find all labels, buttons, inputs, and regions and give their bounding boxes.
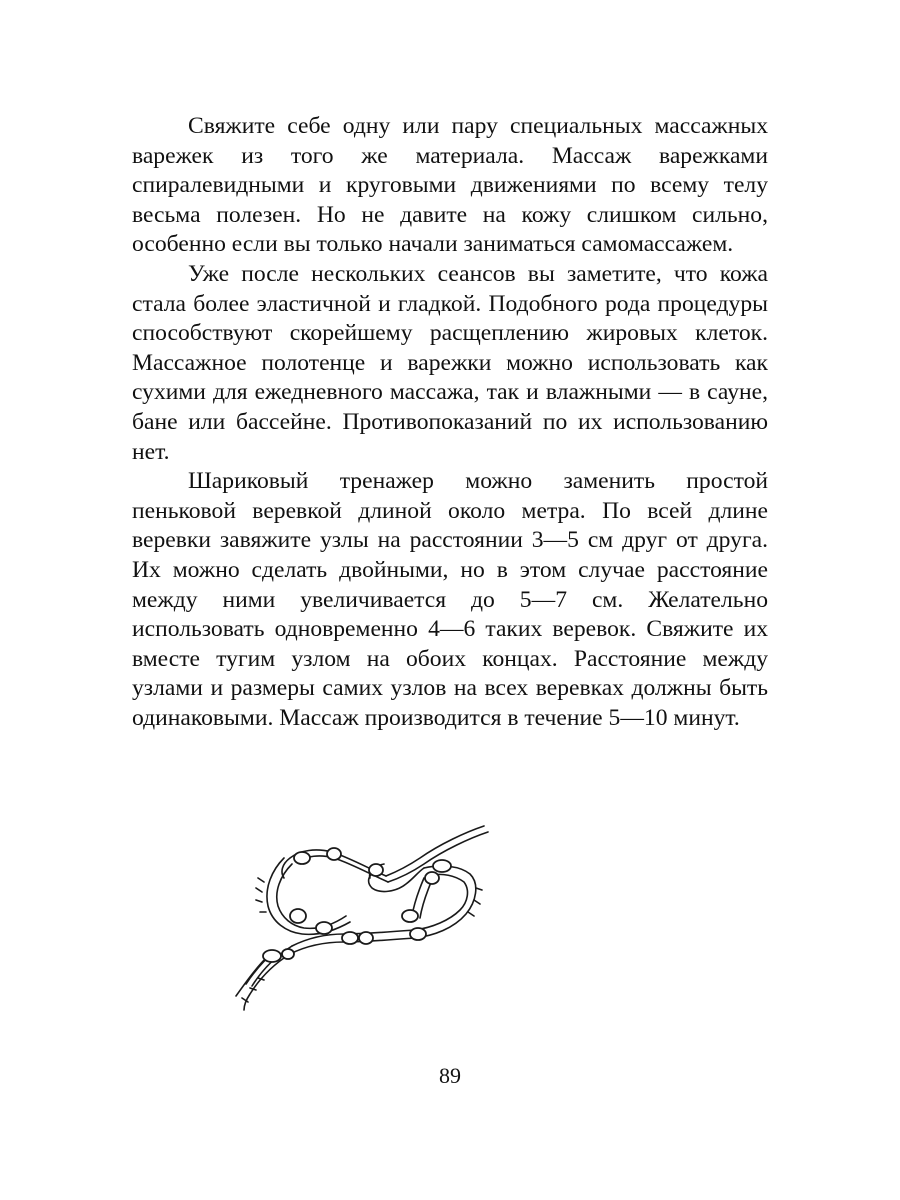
paragraph-rope-trainer: Шариковый тренажер можно заменить простой пеньковой веревкой длиной около метра. По всей длине веревки завяжите узлы на расстоянии 3—5 см друг от друга. Их можно сделать двойными, но в этом случае расстояние между ними увеличивается до 5—7 см. Желательно использовать одновременно 4—6 таких веревок. Свяжите их вместе тугим узлом на обоих концах. Расстояние между узлами и размеры самих узлов на всех веревках должны быть одинаковыми. Массаж производится в течение 5—10 минут. <box>132 468 768 731</box>
rope-knot <box>410 928 426 940</box>
rope-strand-left-loop <box>267 858 350 934</box>
rope-knot <box>425 872 439 884</box>
rope-knot <box>402 910 418 922</box>
rope-knot <box>369 864 383 876</box>
body-text <box>132 112 768 733</box>
rope-knot <box>316 922 332 934</box>
knotted-rope-illustration-icon <box>228 818 500 1012</box>
rope-strand-middle-drop-inner <box>420 880 432 918</box>
knotted-rope-drawing <box>228 818 500 1012</box>
rope-knot <box>342 932 358 944</box>
rope-knot <box>359 932 373 944</box>
rope-knot <box>263 950 281 962</box>
rope-knot <box>290 909 306 923</box>
rope-hatching-left <box>256 878 266 912</box>
rope-knot <box>433 860 451 872</box>
rope-knot <box>282 949 294 959</box>
rope-knot <box>327 848 341 860</box>
paragraph-mittens: Свяжите себе одну или пару специальных массажных варежек из того же материала. Массаж варежками спиралевидными и круговыми движениями по всему телу весьма полезен. Но не давите на кожу слишком сильно, особенно если вы только начали заниматься самомассажем. <box>132 113 768 258</box>
rope-strand-bottom-tail <box>244 954 290 1010</box>
rope-knot <box>294 852 310 864</box>
paragraph-skin-effect: Уже после нескольких сеансов вы заметите, что кожа стала более эластичной и гладкой. Подобного рода процедуры способствуют скорейшему расщеплению жировых клеток. Массажное полотенце и варежки можно использовать как сухими для ежедневного массажа, так и влажными — в сауне, бане или бассейне. Противопоказаний по их использованию нет. <box>132 260 768 465</box>
rope-strand-left-loop-inner <box>277 864 346 928</box>
page-number: 89 <box>439 1063 461 1088</box>
